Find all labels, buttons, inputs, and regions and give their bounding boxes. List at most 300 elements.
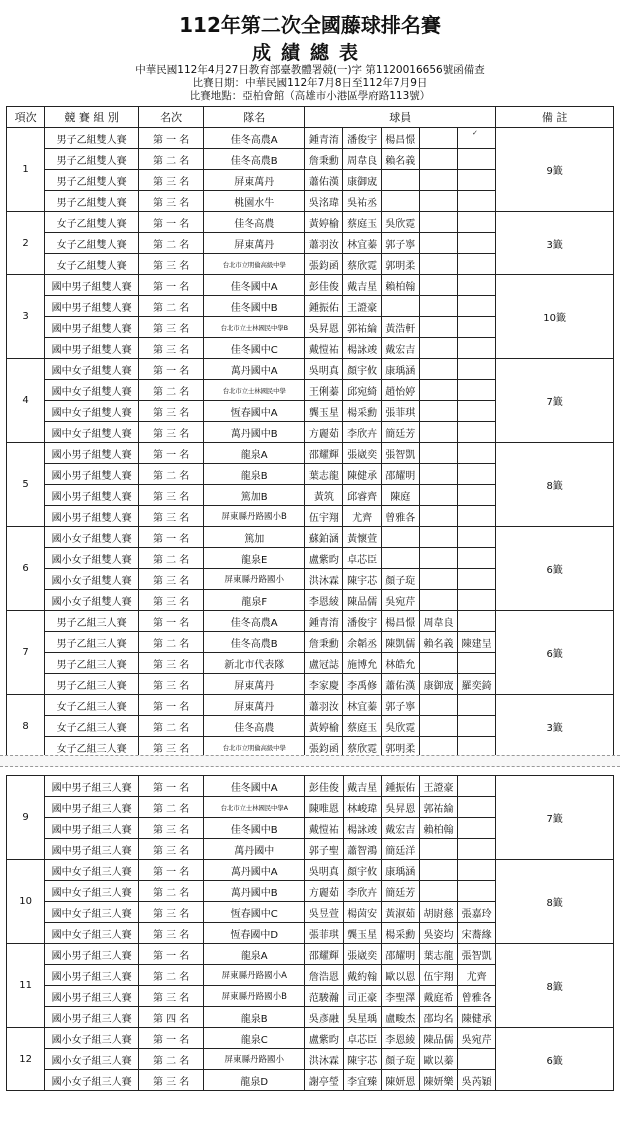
player-cell: 潘俊宇 [343,611,381,632]
player-cell [458,296,496,317]
event-cell: 國中女子組雙人賽 [45,422,139,443]
group-index: 9 [7,776,45,860]
event-cell: 男子乙組雙人賽 [45,170,139,191]
player-cell: 吳昇恩 [381,797,419,818]
player-cell: 顏宇攸 [343,860,381,881]
player-cell: 陳庭 [381,485,419,506]
table-header-row [7,107,614,128]
team-cell: 佳冬高農B [204,632,305,653]
player-cell: 黃婷榆 [305,212,343,233]
player-cell: 顏宇攸 [343,359,381,380]
player-cell: 林宜蓁 [343,695,381,716]
player-cell [458,881,496,902]
rank-cell: 第 一 名 [139,1028,204,1049]
col-note-header: 備 註 [496,107,614,128]
player-cell: 李恩綾 [381,1028,419,1049]
rank-cell: 第 三 名 [139,818,204,839]
player-cell: 楊詠竣 [343,818,381,839]
player-cell: 戴庭希 [419,986,457,1007]
table-row [7,695,614,716]
rank-cell: 第 三 名 [139,506,204,527]
rank-cell: 第 二 名 [139,797,204,818]
player-cell: 邱宛綺 [343,380,381,401]
player-cell: 周韋良 [343,149,381,170]
player-cell: 鍾青淯 [305,128,343,149]
note-cell: 3籤 [496,212,614,275]
player-cell [381,548,419,569]
table-row [7,527,614,548]
player-cell: 黃浩軒 [381,317,419,338]
team-cell: 佳冬高農 [204,716,305,737]
player-cell [419,233,457,254]
team-cell: 恆春國中D [204,923,305,944]
group-index: 2 [7,212,45,275]
team-cell: 佳冬高農 [204,212,305,233]
event-cell: 國小男子組三人賽 [45,944,139,965]
note-cell: 3籤 [496,695,614,758]
group-index: 10 [7,860,45,944]
col-players-header: 球員 [305,107,496,128]
team-cell: 佳冬國中A [204,776,305,797]
player-cell [419,317,457,338]
player-cell: 洪沐霖 [305,569,343,590]
rank-cell: 第 三 名 [139,902,204,923]
player-cell: 蕭佑漢 [381,674,419,695]
player-cell [458,1049,496,1070]
player-cell [419,149,457,170]
player-cell: 盧畯杰 [381,1007,419,1028]
player-cell: 蔡欣霓 [343,254,381,275]
team-cell: 屏東萬丹 [204,674,305,695]
player-cell [458,695,496,716]
group-index: 3 [7,275,45,359]
team-cell: 龍泉B [204,464,305,485]
rank-cell: 第 一 名 [139,695,204,716]
rank-cell: 第 一 名 [139,275,204,296]
player-cell: 郭明柔 [381,254,419,275]
player-cell: 蕭佑漢 [305,170,343,191]
event-cell: 國中男子組雙人賽 [45,275,139,296]
player-cell [419,128,457,149]
rank-cell: 第 二 名 [139,149,204,170]
player-cell: 胡尉慈 [419,902,457,923]
player-cell: 盧紫昀 [305,1028,343,1049]
group-index: 4 [7,359,45,443]
player-cell [458,359,496,380]
rank-cell: 第 三 名 [139,590,204,611]
team-cell: 恆春國中A [204,401,305,422]
player-cell: 謝亭瑩 [305,1070,343,1091]
player-cell: 顏子琁 [381,569,419,590]
rank-cell: 第 三 名 [139,737,204,758]
player-cell [381,170,419,191]
player-cell: 陳品儒 [419,1028,457,1049]
player-cell [458,380,496,401]
player-cell [458,839,496,860]
event-cell: 國小女子組三人賽 [45,1070,139,1091]
player-cell: 范駿瀚 [305,986,343,1007]
player-cell: 陳妍恩 [381,1070,419,1091]
player-cell: 黃懷萱 [343,527,381,548]
player-cell: 羅奕錡 [458,674,496,695]
player-cell: 張智凱 [381,443,419,464]
team-cell: 台北市立士林國民中學 [204,380,305,401]
team-cell: 台北市立士林國民中學A [204,797,305,818]
player-cell: 王證豪 [419,776,457,797]
player-cell [458,818,496,839]
player-cell: 方麗茹 [305,881,343,902]
team-cell: 龍泉E [204,548,305,569]
player-cell: 尤齊 [458,965,496,986]
note-cell: 7籤 [496,776,614,860]
event-cell: 男子乙組三人賽 [45,611,139,632]
player-cell [381,527,419,548]
player-cell [419,716,457,737]
player-cell: 歐以蓁 [419,1049,457,1070]
player-cell [458,797,496,818]
rank-cell: 第 二 名 [139,548,204,569]
team-cell: 佳冬國中C [204,338,305,359]
player-cell [419,296,457,317]
player-cell [419,464,457,485]
event-cell: 國小女子組雙人賽 [45,569,139,590]
player-cell: 邵均名 [419,1007,457,1028]
player-cell: 陳凱儒 [381,632,419,653]
player-cell: 張菲琪 [381,401,419,422]
note-cell: 8籤 [496,860,614,944]
player-cell: 陳健承 [458,1007,496,1028]
page-title: 112年第二次全國藤球排名賽 [179,13,441,37]
team-cell: 屏東縣丹路國小A [204,965,305,986]
col-team-header: 隊名 [204,107,305,128]
event-cell: 國中男子組雙人賽 [45,317,139,338]
col-index-header: 項次 [7,107,45,128]
page-break [0,755,620,767]
player-cell [381,296,419,317]
player-cell: 鍾青淯 [305,611,343,632]
player-cell: 蔡庭玉 [343,716,381,737]
team-cell: 台北市立明倫高級中學 [204,254,305,275]
rank-cell: 第 三 名 [139,839,204,860]
player-cell: 李聖澤 [381,986,419,1007]
player-cell [458,860,496,881]
team-cell: 萬丹國中A [204,860,305,881]
player-cell: 陳宇芯 [343,1049,381,1070]
player-cell: 吳星瑀 [343,1007,381,1028]
event-cell: 男子乙組雙人賽 [45,149,139,170]
player-cell: 戴吉星 [343,776,381,797]
player-cell [419,569,457,590]
rank-cell: 第 三 名 [139,191,204,212]
player-cell: 簡廷芳 [381,881,419,902]
player-cell: 吳彥融 [305,1007,343,1028]
event-cell: 國中男子組三人賽 [45,818,139,839]
player-cell: 郭祐綸 [419,797,457,818]
rank-cell: 第 三 名 [139,254,204,275]
player-cell: 蕭羽汝 [305,695,343,716]
event-cell: 國中女子組雙人賽 [45,359,139,380]
player-cell [458,776,496,797]
player-cell: 賴柏翰 [419,818,457,839]
results-table-page-2 [6,775,614,1091]
player-cell [458,485,496,506]
player-cell [419,212,457,233]
player-cell: 周韋良 [419,611,457,632]
table-row [7,611,614,632]
player-cell: 顏子琁 [381,1049,419,1070]
player-cell [419,653,457,674]
table-row [7,443,614,464]
player-cell: 康瑀涵 [381,860,419,881]
event-cell: 男子乙組三人賽 [45,653,139,674]
player-cell [419,380,457,401]
rank-cell: 第 二 名 [139,464,204,485]
player-cell: 簡廷芳 [381,422,419,443]
rank-cell: 第 一 名 [139,128,204,149]
event-cell: 國小女子組三人賽 [45,1049,139,1070]
event-cell: 國中女子組三人賽 [45,881,139,902]
event-cell: 國中女子組三人賽 [45,902,139,923]
player-cell: 張崴奕 [343,443,381,464]
note-cell: 10籤 [496,275,614,359]
player-cell [458,422,496,443]
team-cell: 台北市立明倫高級中學 [204,737,305,758]
player-cell: 吳欣霓 [381,212,419,233]
table-row [7,944,614,965]
player-cell: 賴柏翰 [381,275,419,296]
team-cell: 萬丹國中 [204,839,305,860]
team-cell: 屏東萬丹 [204,233,305,254]
player-cell: 陳宇芯 [343,569,381,590]
rank-cell: 第 二 名 [139,716,204,737]
player-cell: 吳明真 [305,359,343,380]
rank-cell: 第 三 名 [139,338,204,359]
team-cell: 佳冬高農B [204,149,305,170]
player-cell: 陳健承 [343,464,381,485]
player-cell: 吳芮穎 [458,1070,496,1091]
player-cell [458,527,496,548]
player-cell: 張崴奕 [343,944,381,965]
player-cell: 余韜丞 [343,632,381,653]
player-cell: 趙怡婷 [381,380,419,401]
player-cell: 林宜蓁 [343,233,381,254]
event-cell: 女子乙組三人賽 [45,716,139,737]
player-cell: 王俐蓁 [305,380,343,401]
event-cell: 男子乙組三人賽 [45,632,139,653]
rank-cell: 第 一 名 [139,611,204,632]
player-cell: 林皓允 [381,653,419,674]
player-cell: 黃筑 [305,485,343,506]
player-cell [458,401,496,422]
player-cell: 洪沐霖 [305,1049,343,1070]
team-cell: 屏東縣丹路國小 [204,569,305,590]
event-cell: 女子乙組雙人賽 [45,254,139,275]
rank-cell: 第 一 名 [139,527,204,548]
team-cell: 龍泉F [204,590,305,611]
player-cell: 李欣卉 [343,422,381,443]
player-cell [419,590,457,611]
player-cell: 陳妍樂 [419,1070,457,1091]
group-index: 1 [7,128,45,212]
group-index: 5 [7,443,45,527]
results-body-page-2 [7,776,614,1091]
table-row [7,128,614,149]
player-cell: 邵耀輝 [305,443,343,464]
team-cell: 篤加 [204,527,305,548]
rank-cell: 第 三 名 [139,569,204,590]
team-cell: 新北市代表隊 [204,653,305,674]
rank-cell: 第 二 名 [139,1049,204,1070]
rank-cell: 第 二 名 [139,233,204,254]
event-cell: 女子乙組三人賽 [45,737,139,758]
group-index: 7 [7,611,45,695]
player-cell: 盧冠誌 [305,653,343,674]
player-cell: 曾雅各 [381,506,419,527]
player-cell: 吳明真 [305,860,343,881]
team-cell: 佳冬國中B [204,296,305,317]
rank-cell: 第 一 名 [139,212,204,233]
player-cell [458,170,496,191]
event-cell: 國中男子組三人賽 [45,776,139,797]
player-cell: 蕭羽汝 [305,233,343,254]
player-cell [458,716,496,737]
event-cell: 國小男子組三人賽 [45,1007,139,1028]
rank-cell: 第 一 名 [139,944,204,965]
player-cell: 李恩綾 [305,590,343,611]
group-index: 11 [7,944,45,1028]
player-cell: 戴約翰 [343,965,381,986]
player-cell [458,254,496,275]
player-cell [419,254,457,275]
rank-cell: 第 二 名 [139,380,204,401]
player-cell: 張嘉玲 [458,902,496,923]
player-cell [381,191,419,212]
player-cell [458,191,496,212]
event-cell: 男子乙組雙人賽 [45,128,139,149]
player-cell: 卓芯臣 [343,548,381,569]
player-cell: 李家慶 [305,674,343,695]
rank-cell: 第 三 名 [139,986,204,1007]
player-cell: 曾雅各 [458,986,496,1007]
player-cell: 李宜臻 [343,1070,381,1091]
player-cell: 伍宇翔 [305,506,343,527]
player-cell: 郭子寧 [381,233,419,254]
event-cell: 國小男子組雙人賽 [45,464,139,485]
player-cell: 康瑀涵 [381,359,419,380]
player-cell: 蘇鉑涵 [305,527,343,548]
team-cell: 萬丹國中B [204,881,305,902]
rank-cell: 第 三 名 [139,923,204,944]
player-cell [458,128,496,149]
player-cell: 黃淑茹 [381,902,419,923]
player-cell: 吳宛芹 [458,1028,496,1049]
player-cell: 宋蕎緣 [458,923,496,944]
player-cell [458,548,496,569]
team-cell: 屏東縣丹路國小 [204,1049,305,1070]
note-cell: 8籤 [496,944,614,1028]
player-cell: 李欣卉 [343,881,381,902]
page-subtitle: 成績總表 [251,42,368,64]
player-cell: 戴宏吉 [381,338,419,359]
rank-cell: 第 二 名 [139,965,204,986]
player-cell: 戴愷祐 [305,338,343,359]
team-cell: 龍泉C [204,1028,305,1049]
player-cell: 彭佳俊 [305,275,343,296]
player-cell: 張鈞函 [305,737,343,758]
rank-cell: 第 一 名 [139,443,204,464]
table-row [7,860,614,881]
event-cell: 國中女子組三人賽 [45,860,139,881]
player-cell: 彭佳俊 [305,776,343,797]
player-cell: 吳欣霓 [381,716,419,737]
event-cell: 國中女子組三人賽 [45,923,139,944]
player-cell: 邵耀明 [381,944,419,965]
player-cell [419,338,457,359]
player-cell: 潘俊宇 [343,128,381,149]
player-cell: 方麗茹 [305,422,343,443]
player-cell [458,338,496,359]
rank-cell: 第 一 名 [139,359,204,380]
player-cell: 尤齊 [343,506,381,527]
team-cell: 龍泉B [204,1007,305,1028]
player-cell [458,590,496,611]
player-cell [458,464,496,485]
player-cell: 郭祐綸 [343,317,381,338]
player-cell: 陳品儒 [343,590,381,611]
player-cell: 康御宬 [343,170,381,191]
player-cell: 楊昌憬 [381,611,419,632]
player-cell: 葉志龍 [305,464,343,485]
team-cell: 龍泉A [204,944,305,965]
event-cell: 女子乙組三人賽 [45,695,139,716]
rank-cell: 第 三 名 [139,317,204,338]
event-cell: 國中男子組雙人賽 [45,338,139,359]
player-cell: 蔡欣霓 [343,737,381,758]
results-body-page-1 [7,128,614,758]
player-cell: 盧紫昀 [305,548,343,569]
rank-cell: 第 一 名 [139,776,204,797]
player-cell: 邵耀明 [381,464,419,485]
player-cell: 龔玉星 [305,401,343,422]
team-cell: 佳冬高農A [204,128,305,149]
player-cell: 龔玉星 [343,923,381,944]
player-cell: 伍宇翔 [419,965,457,986]
player-cell [419,191,457,212]
event-cell: 國中女子組雙人賽 [45,380,139,401]
note-cell: 6籤 [496,527,614,611]
rank-cell: 第 三 名 [139,674,204,695]
player-cell [419,275,457,296]
player-cell: 吳昇恩 [305,317,343,338]
player-cell: 蔡庭玉 [343,212,381,233]
player-cell [458,443,496,464]
event-cell: 國中男子組三人賽 [45,839,139,860]
rank-cell: 第 二 名 [139,296,204,317]
player-cell: 張菲琪 [305,923,343,944]
player-cell: 鍾振佑 [381,776,419,797]
note-cell: 8籤 [496,443,614,527]
player-cell [419,170,457,191]
player-cell [419,422,457,443]
player-cell: 詹秉勳 [305,149,343,170]
player-cell: 張智凱 [458,944,496,965]
player-cell [419,527,457,548]
player-cell [458,275,496,296]
player-cell [458,212,496,233]
player-cell: 戴宏吉 [381,818,419,839]
player-cell: 歐以恩 [381,965,419,986]
table-row [7,212,614,233]
